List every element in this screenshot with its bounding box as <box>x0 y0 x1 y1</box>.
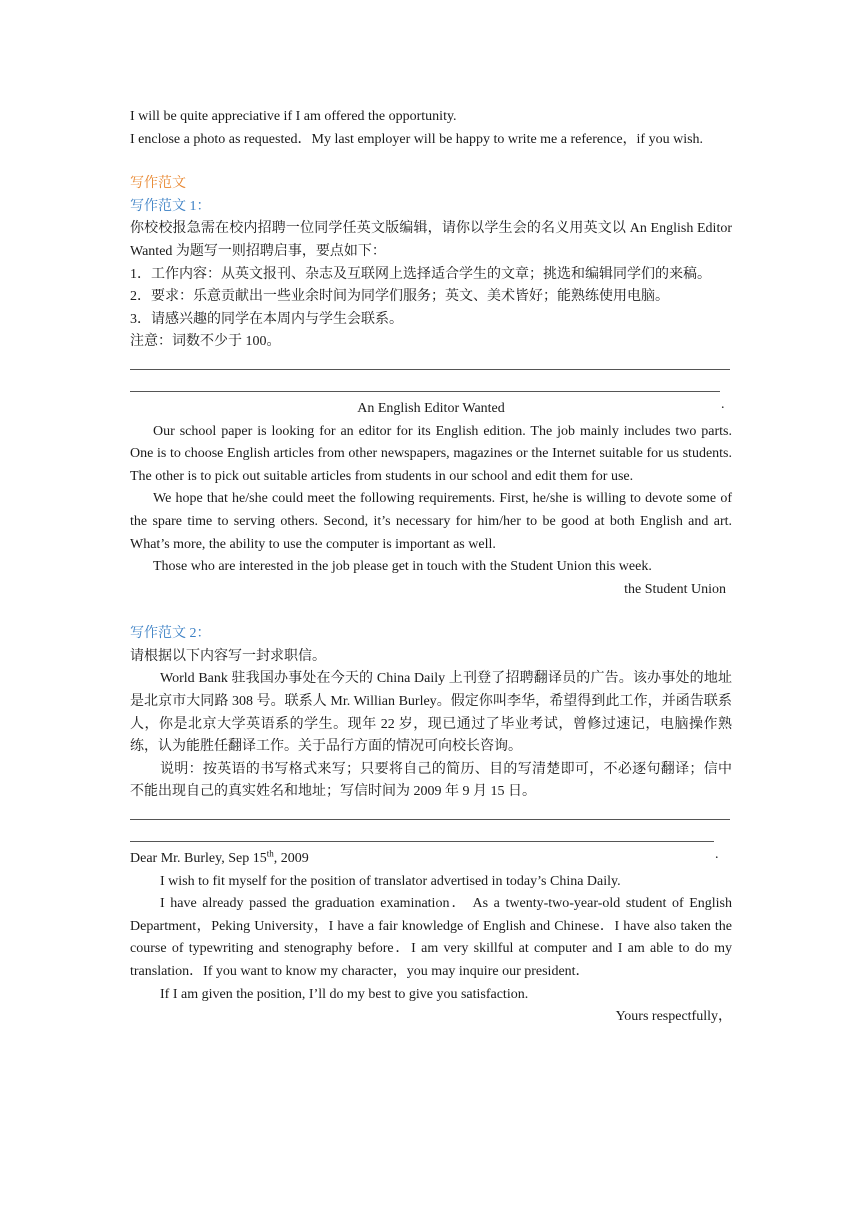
blank-line <box>130 354 732 376</box>
sample2-prompt-intro: 请根据以下内容写一封求职信。 <box>130 648 326 664</box>
letter-paragraph: I wish to fit myself for the position of translator advertised in today’s China Daily. <box>160 873 621 889</box>
intro-line: I will be quite appreciative if I am offered the opportunity. <box>130 109 457 124</box>
sample1-heading: 写作范文 1： <box>130 198 211 214</box>
sample1-prompt: 2．要求：乐意贡献出一些业余时间为同学们服务；英文、美术皆好；能熟练使用电脑。 <box>130 289 669 305</box>
sample2-heading: 写作范文 2： <box>130 626 211 642</box>
essay-title: An English Editor Wanted <box>357 400 505 416</box>
blank-line: . <box>130 376 732 398</box>
letter-paragraph: If I am given the position, I’ll do my best to give you satisfaction. <box>160 986 529 1002</box>
sample1-prompt: 你校校报急需在校内招聘一位同学任英文版编辑，请你以学生会的名义用英文以 An English Editor Wanted 为题写一则招聘启事，要点如下： <box>130 221 732 259</box>
sample2-prompt: World Bank 驻我国办事处在今天的 China Daily 上刊登了招聘翻译员的广告。该办事处的地址是北京市大同路 308 号。联系人 Mr. Willian Burley。假定你叫李华，希望得到此工作，并函告联系人，你是北京大学英语系的学生。现年 22 岁，现已通过了毕业考试，曾修过速记，电脑操作熟练，认为能胜任翻译工作。关于品行方面的情况可向校长咨询。 <box>130 671 732 755</box>
letter-closing: Yours respectfully， <box>615 1009 732 1025</box>
sample1-prompt: 1．工作内容：从英文报刊、杂志及互联网上选择适合学生的文章；挑选和编辑同学们的来稿。 <box>130 266 711 282</box>
sample2-prompt: 说明：按英语的书写格式来写；只要将自己的简历、目的写清楚即可，不必逐句翻译；信中不能出现自己的真实姓名和地址；写信时间为 2009 年 9 月 15 日。 <box>130 761 732 800</box>
sample1-prompt: 注意：词数不少于 100。 <box>130 334 281 350</box>
intro-line: I enclose a photo as requested．My last employer will be happy to write me a reference，if you wish. <box>130 131 704 147</box>
essay-paragraph: Our school paper is looking for an editor for its English edition. The job mainly includes two parts. One is to choose English articles from other newspapers, magazines or the Internet suitable for us students. The other is to pick out suitable articles from students in our school and edit them for use. <box>130 423 732 484</box>
blank-line <box>130 804 732 826</box>
essay-signature: the Student Union <box>624 581 726 597</box>
essay-paragraph: We hope that he/she could meet the following requirements. First, he/she is willing to devote some of the spare time to serving others. Second, it’s necessary for him/her to be good at both English and art. What’s more, the ability to use the computer is important as well. <box>130 491 732 552</box>
essay-paragraph: Those who are interested in the job please get in touch with the Student Union this week. <box>153 559 652 575</box>
sample1-prompt: 3．请感兴趣的同学在本周内与学生会联系。 <box>130 311 403 327</box>
section-title: 写作范文 <box>130 176 186 192</box>
letter-paragraph: I have already passed the graduation examination． As a twenty-two-year-old student of English Department，Peking University，I have a fair knowledge of English and Chinese．I have also taken the course of typewriting and stenography before．I am very skillful at computer and I am able to do my translation．If you want to know my character，you may inquire our president． <box>130 896 732 979</box>
letter-greeting: Dear Mr. Burley, Sep 15th, 2009 <box>130 848 309 867</box>
document-page <box>130 106 732 1029</box>
blank-line: . <box>130 826 732 848</box>
